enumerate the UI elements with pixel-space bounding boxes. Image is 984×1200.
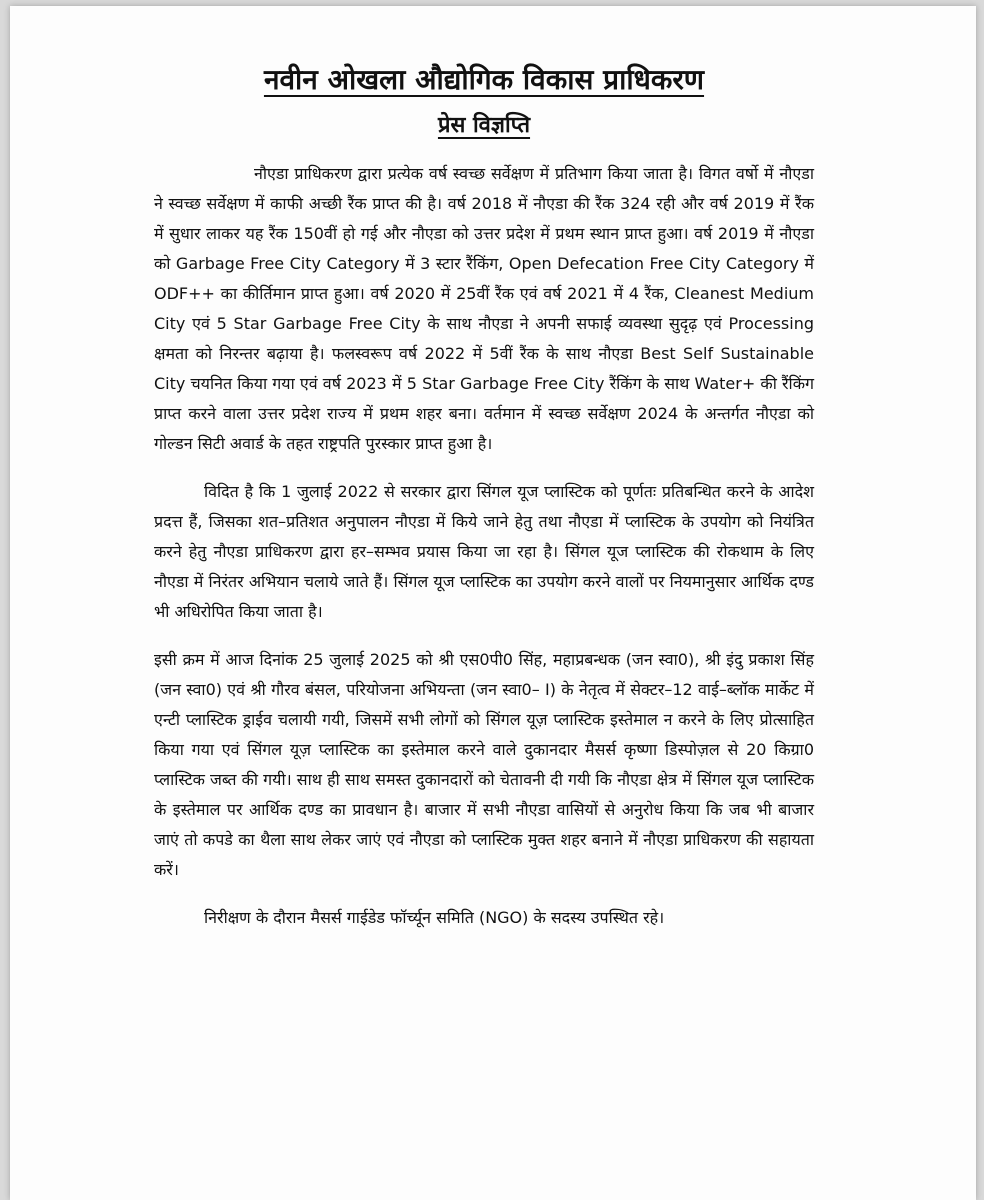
organization-title: नवीन ओखला औद्योगिक विकास प्राधिकरण (263, 63, 705, 96)
paragraph-plastic-ban: विदित है कि 1 जुलाई 2022 से सरकार द्वारा सिंगल यूज प्लास्टिक को पूर्णतः प्रतिबन्धित करने के आदेश प्रदत्त हैं, जिसका शत–प्रतिशत अनुपालन नौएडा में किये जाने हेतु तथा नौएडा में प्लास्टिक के उपयोग को नियंत्रित करने हेतु नौएडा प्राधिकरण द्वारा हर–सम्भव प्रयास किया जा रहा है। सिंगल यूज प्लास्टिक की रोकथाम के लिए नौएडा में निरंतर अभियान चलाये जाते हैं। सिंगल यूज प्लास्टिक का उपयोग करने वालों पर नियमानुसार आर्थिक दण्ड भी अधिरोपित किया जाता है। (154, 481, 814, 621)
paragraph-ngo-presence: निरीक्षण के दौरान मैसर्स गाईडेड फॉर्च्यून समिति (NGO) के सदस्य उपस्थित रहे। (204, 907, 665, 927)
document-page (10, 6, 976, 1200)
document-content (154, 62, 814, 951)
press-release-heading: प्रेस विज्ञप्ति (437, 113, 531, 139)
paragraph-anti-plastic-drive: इसी क्रम में आज दिनांक 25 जुलाई 2025 को श्री एस0पी0 सिंह, महाप्रबन्धक (जन स्वा0), श्री इंदु प्रकाश सिंह (जन स्वा0) एवं श्री गौरव बंसल, परियोजना अभियन्ता (जन स्वा0– I) के नेतृत्व में सेक्टर–12 वाई–ब्लॉक मार्केट में एन्टी प्लास्टिक ड्राईव चलायी गयी, जिसमें सभी लोगों को सिंगल यूज़ प्लास्टिक इस्तेमाल न करने के लिए प्रोत्साहित किया गया एवं सिंगल यूज़ प्लास्टिक का इस्तेमाल करने वाले दुकानदार मैसर्स कृष्णा डिस्पोज़ल से 20 किग्रा0 प्लास्टिक जब्त की गयी। साथ ही साथ समस्त दुकानदारों को चेतावनी दी गयी कि नौएडा क्षेत्र में सिंगल यूज प्लास्टिक के इस्तेमाल पर आर्थिक दण्ड का प्रावधान है। बाजार में सभी नौएडा वासियों से अनुरोध किया कि जब भी बाजार जाएं तो कपडे का थैला साथ लेकर जाएं एवं नौएडा को प्लास्टिक मुक्त शहर बनाने में नौएडा प्राधिकरण की सहायता करें। (154, 649, 814, 879)
paragraph-swachh-survey: नौएडा प्राधिकरण द्वारा प्रत्येक वर्ष स्वच्छ सर्वेक्षण में प्रतिभाग किया जाता है। विगत वर्षो में नौएडा ने स्वच्छ सर्वेक्षण में काफी अच्छी रैंक प्राप्त की है। वर्ष 2018 में नौएडा की रैंक 324 रही और वर्ष 2019 में रैंक में सुधार लाकर यह रैंक 150वीं हो गई और नौएडा को उत्तर प्रदेश में प्रथम स्थान प्राप्त हुआ। वर्ष 2019 में नौएडा को Garbage Free City Category में 3 स्टार रैंकिंग, Open Defecation Free City Category में ODF++ का कीर्तिमान प्राप्त हुआ। वर्ष 2020 में 25वीं रैंक एवं वर्ष 2021 में 4 रैंक, Cleanest Medium City एवं 5 Star Garbage Free City के साथ नौएडा ने अपनी सफाई व्यवस्था सुदृढ़ एवं Processing क्षमता को निरन्तर बढ़ाया है। फलस्वरूप वर्ष 2022 में 5वीं रैंक के साथ नौएडा Best Self Sustainable City चयनित किया गया एवं वर्ष 2023 में 5 Star Garbage Free City रैंकिंग के साथ Water+ की रैंकिंग प्राप्त करने वाला उत्तर प्रदेश राज्य में प्रथम शहर बना। वर्तमान में स्वच्छ सर्वेक्षण 2024 के अन्तर्गत नौएडा को गोल्डन सिटी अवार्ड के तहत राष्ट्रपति पुरस्कार प्राप्त हुआ है। (154, 163, 814, 453)
